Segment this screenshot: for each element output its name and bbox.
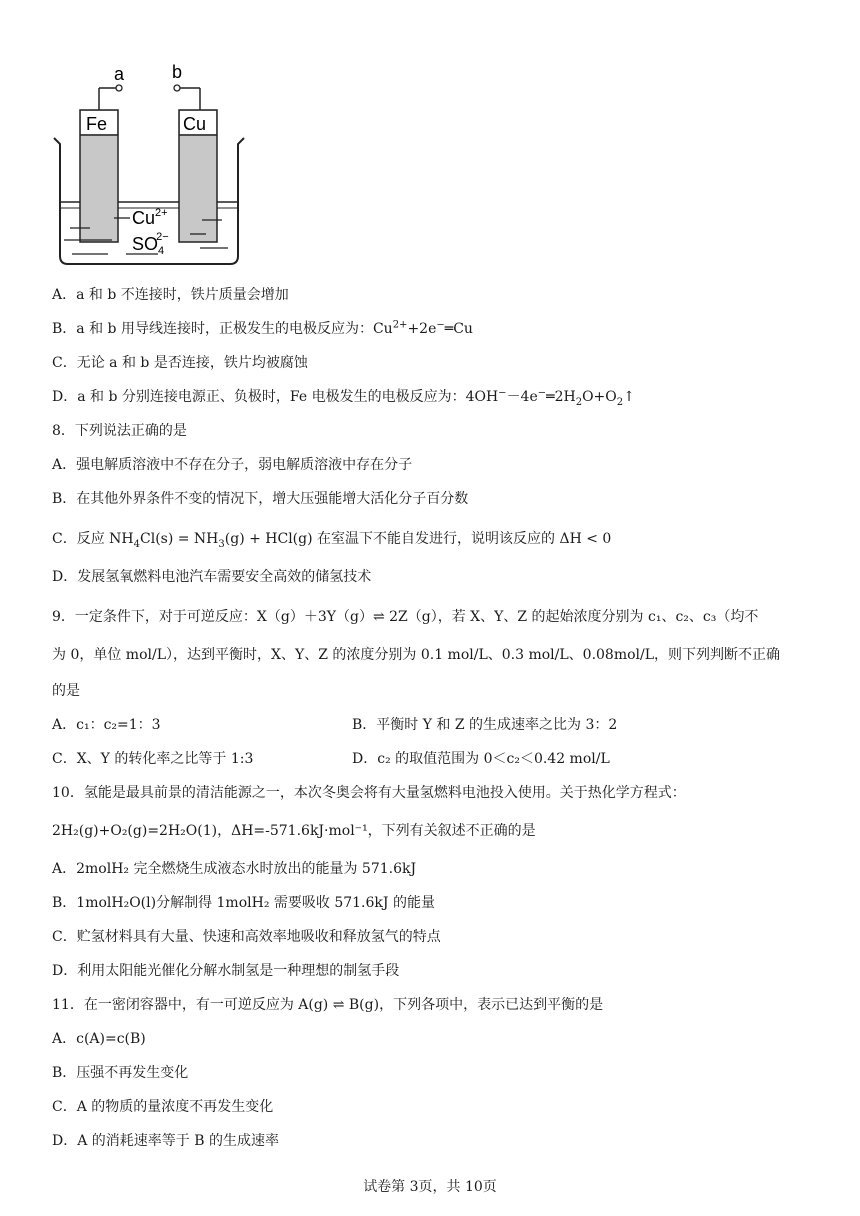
q7-option-c: C．无论 a 和 b 是否连接，铁片均被腐蚀 [52, 355, 308, 371]
terminal-a-label: a [114, 64, 125, 84]
q11-option-d: D．A 的消耗速率等于 B 的生成速率 [52, 1133, 279, 1149]
ion-so4-2minus: $SO_42-$ [132, 231, 169, 257]
q9-option-c: C．X、Y 的转化率之比等于 1:3 [52, 751, 254, 767]
q9-option-b: B．平衡时 Y 和 Z 的生成速率之比为 3：2 [352, 717, 618, 733]
q11-stem: 11．在一密闭容器中，有一可逆反应为 A(g) ⇌ B(g)，下列各项中，表示已达到平衡的是 [52, 997, 604, 1013]
q10-option-c: C．贮氢材料具有大量、快速和高效率地吸收和释放氢气的特点 [52, 929, 441, 945]
q11-option-c: C．A 的物质的量浓度不再发生变化 [52, 1099, 274, 1115]
q8-option-c: C．反应 $NH_4Cl(s) = NH_3(g) + HCl(g)$ 在室温下不能自发进行，说明该反应的 ΔH < 0 [52, 531, 612, 550]
q8-option-a: A．强电解质溶液中不存在分子，弱电解质溶液中存在分子 [52, 457, 413, 473]
q9-option-a: A．c₁：c₂=1：3 [52, 717, 161, 733]
q9-stem-line2: 为 0，单位 mol/L），达到平衡时，X、Y、Z 的浓度分别为 0.1 mol/L、0.3 mol/L、0.08mol/L，则下列判断不正确 [52, 647, 781, 663]
electrolysis-cell-diagram [52, 60, 252, 270]
terminal-b-label: b [172, 62, 183, 82]
page-footer: 试卷第 3页，共 10页 [363, 1179, 497, 1195]
q9-option-d: D．c₂ 的取值范围为 0＜c₂＜0.42 mol/L [352, 751, 610, 767]
q7-option-a: A．a 和 b 不连接时，铁片质量会增加 [52, 287, 289, 303]
q8-option-d: D．发展氢氧燃料电池汽车需要安全高效的储氢技术 [52, 569, 372, 585]
q11-option-a: A．c(A)=c(B) [52, 1031, 146, 1047]
q10-option-d: D．利用太阳能光催化分解水制氢是一种理想的制氢手段 [52, 963, 400, 979]
q8-stem: 8．下列说法正确的是 [52, 423, 187, 439]
q7-option-b: B．a 和 b 用导线连接时，正极发生的电极反应为：$Cu^{2+}+2e^-═Cu$ [52, 319, 473, 337]
q10-stem-line1: 10．氢能是最具前景的清洁能源之一，本次冬奥会将有大量氢燃料电池投入使用。关于热化学方程式： [52, 785, 686, 801]
q10-option-a: A．2molH₂ 完全燃烧生成液态水时放出的能量为 571.6kJ [52, 861, 417, 877]
q10-option-b: B．1molH₂O(l)分解制得 1molH₂ 需要吸收 571.6kJ 的能量 [52, 895, 435, 911]
q7-option-d: D．a 和 b 分别连接电源正、负极时，Fe 电极发生的电极反应为：$4OH^--4e^-═2H_2O+O_2↑$ [52, 387, 635, 408]
q10-equation: 2H₂(g)+O₂(g)=2H₂O(1)，ΔH=-571.6kJ·mol⁻¹，下列有关叙述不正确的是 [52, 823, 536, 839]
q11-option-b: B．压强不再发生变化 [52, 1065, 189, 1081]
fe-label: Fe [86, 114, 108, 134]
cu-label: Cu [183, 114, 207, 134]
q8-option-b: B．在其他外界条件不变的情况下，增大压强能增大活化分子百分数 [52, 491, 469, 507]
ion-cu2plus: $Cu^{2+}$ [132, 207, 168, 228]
q9-stem-line3: 的是 [52, 683, 80, 699]
q9-stem-line1: 9．一定条件下，对于可逆反应：X（g）＋3Y（g）⇌ 2Z（g），若 X、Y、Z 的起始浓度分别为 c₁、c₂、c₃（均不 [52, 609, 759, 625]
